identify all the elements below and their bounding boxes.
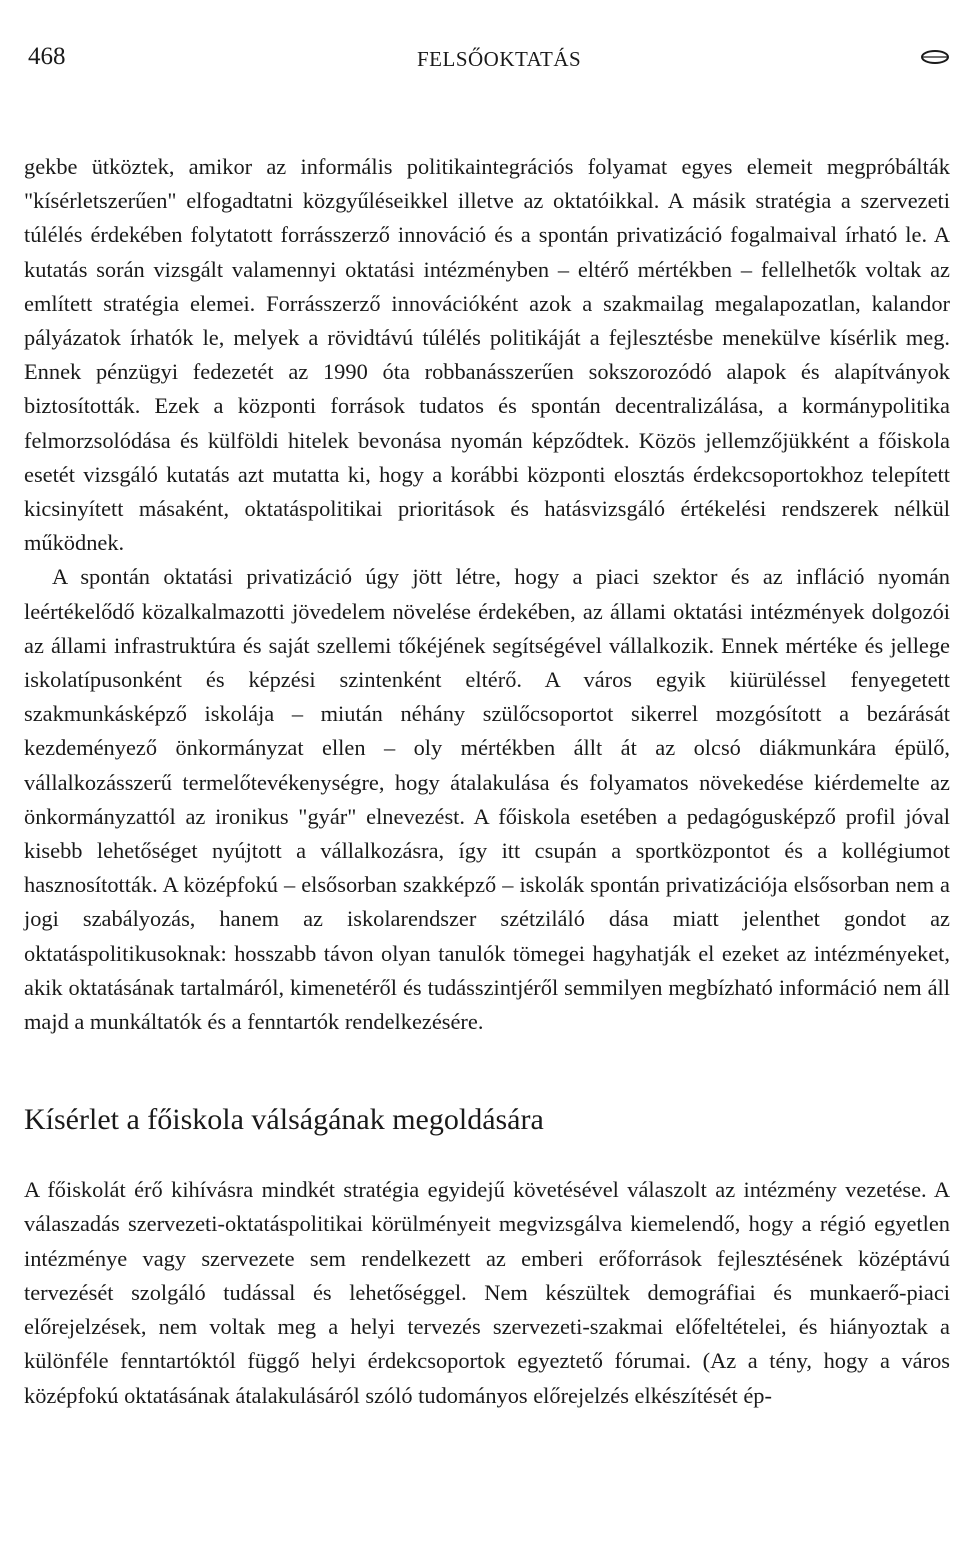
paragraph: A spontán oktatási privatizáció úgy jött létre, hogy a piaci szektor és az infláció nyomán leértékelődő közalkalmazotti jövedelem növelése érdekében, az állami oktatási intézmények dolgozói az állami infrastruktúra és saját szellemi tőkéjének segítségével vállalkozik. Ennek mértéke és jellege iskolatípusonként és képzési szintenként eltérő. A város egyik kiürüléssel fenyegetett szakmunkásképző iskolája – miután néhány szülőcsoportot sikerrel mozgósított a bezárását kezdeményező önkormányzat ellen – oly mértékben állt át az olcsó diákmunkára épülő, vállalkozásszerű termelőtevékenységre, hogy átalakulása és folyamatos növekedése kiérdemelte az önkormányzattól az ironikus "gyár" elnevezést. A főiskola esetében a pedagógusképző profil jóval kisebb lehetőséget nyújtott a vállalkozásra, így itt csupán a sportközpontot és a kollégiumot hasznosították. A középfokú – elsősorban szakképző – iskolák spontán privatizációja elsősorban nem a jogi szabályozás, hanem az iskolarendszer szétziláló dása miatt jelenthet gondot az oktatáspolitikusoknak: hosszabb távon olyan tanulók tömegei hagyhatják el ezeket az intézményeket, akik oktatásának tartalmáról, kimenetéről és tudásszintjéről semmilyen megbízható információ nem áll majd a munkáltatók és a fenntartók rendelkezésére. — [24, 564, 950, 1035]
page-number: 468 — [28, 43, 66, 70]
section-heading: Kísérlet a főiskola válságának megoldására — [24, 1103, 544, 1137]
journal-logo-icon — [920, 48, 950, 66]
body-text — [24, 150, 950, 1413]
running-header — [24, 40, 950, 74]
document-page — [24, 0, 950, 1564]
paragraph: A főiskolát érő kihívásra mindkét stratégia egyidejű követésével válaszolt az intézmény vezetése. A válaszadás szervezeti-oktatáspolitikai körülményeit megvizsgálva kiemelendő, hogy a régió egyetlen intézménye vagy szervezete sem rendelkezett az emberi erőforrások fejlesztésének középtávú tervezését szolgáló tudással és lehetőséggel. Nem készültek demográfiai és munkaerő-piaci előrejelzések, nem voltak meg a helyi tervezés szervezeti-szakmai előfeltételei, és hiányoztak a különféle fenntartóktól függő helyi érdekcsoportok egyeztető fórumai. (Az a tény, hogy a város középfokú oktatásának átalakulásáról szóló tudományos előrejelzés elkészítését ép- — [24, 1177, 950, 1408]
running-title: FELSŐOKTATÁS — [417, 47, 582, 71]
paragraph-continued: gekbe ütköztek, amikor az informális politikaintegrációs folyamat egyes elemeit megpróbálták "kísérletszerűen" elfogadtatni közgyűléseikkel illetve az oktatóikkal. A másik stratégia a szervezeti túlélés érdekében folytatott forrásszerző innováció és a spontán privatizáció fogalmaival írható le. A kutatás során vizsgált valamennyi oktatási intézményben – eltérő mértékben – fellelhetők voltak az említett stratégia elemei. Forrásszerző innovációként azok a szakmailag megalapozatlan, kalandor pályázatok írhatók le, melyek a rövidtávú túlélés politikáját a fejlesztésbe menekülve kísérlik meg. Ennek pénzügyi fedezetét az 1990 óta robbanásszerűen sokszorozódó alapok és alapítványok biztosították. Ezek a központi források tudatos és spontán decentralizálása, a kormánypolitika felmorzsolódása és külföldi hitelek bevonása nyomán képződtek. Közös jellemzőjükként a főiskola esetét vizsgáló kutatás azt mutatta ki, hogy a korábbi központi elosztás érdekcsoportokhoz telepített kicsinyített másaként, oktatáspolitikai prioritások és hatásvizsgáló értékelési rendszerek nélkül működnek. — [24, 154, 950, 556]
